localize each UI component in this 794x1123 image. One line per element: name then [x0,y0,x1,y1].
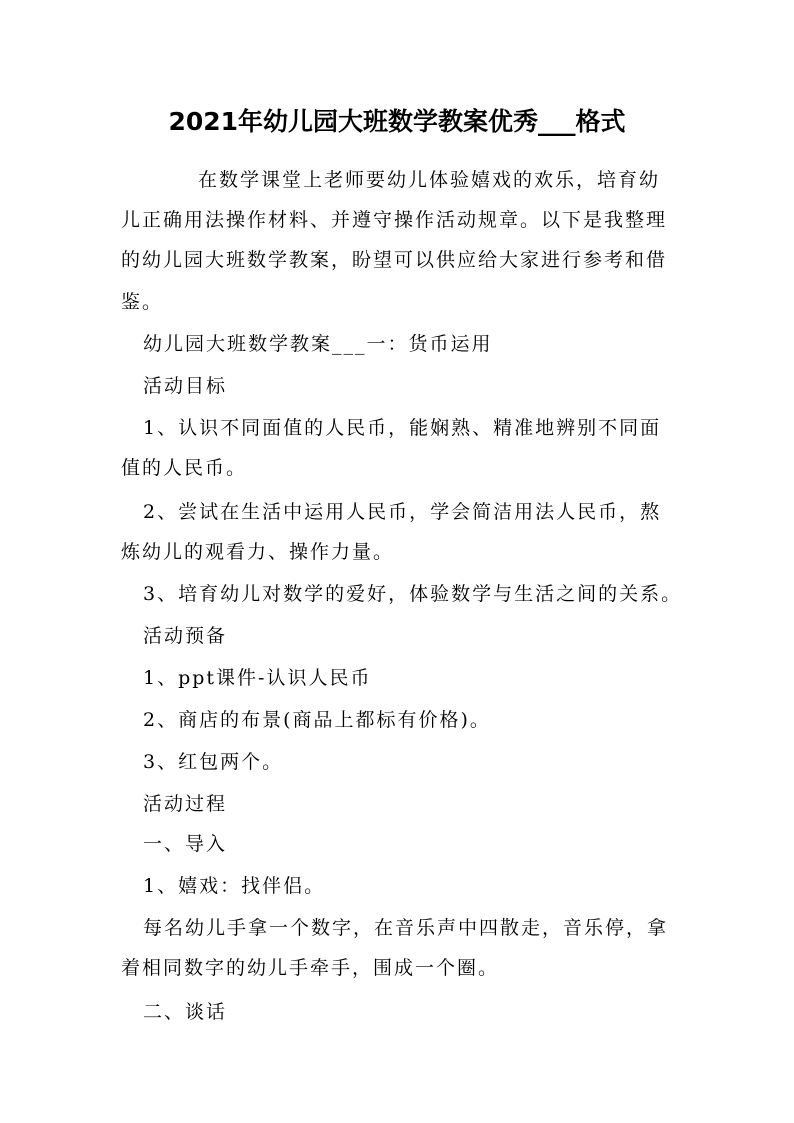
process-paragraph: 着相同数字的幼儿手牵手，围成一个圈。 [121,957,500,979]
process-step: 1、嬉戏：找伴侣。 [143,875,326,897]
process-heading: 活动过程 [143,793,228,815]
intro-line: 鉴。 [121,291,164,313]
goal-item: 3、培育幼儿对数学的爱好，体验数学与生活之间的关系。 [143,583,683,605]
goal-item: 炼幼儿的观看力、操作力量。 [121,541,395,563]
prep-item: 2、商店的布景(商品上都标有价格)。 [143,709,491,731]
goal-item: 1、认识不同面值的人民币，能娴熟、精准地辨别不同面 [143,417,662,439]
goals-heading: 活动目标 [143,375,228,397]
goal-item: 2、尝试在生活中运用人民币，学会简洁用法人民币，熬 [143,501,662,523]
prep-item: 1、ppt课件-认识人民币 [143,667,372,689]
goal-item: 值的人民币。 [121,457,248,479]
intro-line: 儿正确用法操作材料、并遵守操作活动规章。以下是我整理 [121,209,668,231]
process-step: 二、谈话 [143,1001,228,1023]
intro-line: 在数学课堂上老师要幼儿体验嬉戏的欢乐，培育幼 [198,169,661,191]
prep-heading: 活动预备 [143,625,228,647]
process-paragraph: 每名幼儿手拿一个数字，在音乐声中四散走，音乐停，拿 [143,917,669,939]
section-title: 幼儿园大班数学教案___一：货币运用 [143,333,493,355]
prep-item: 3、红包两个。 [143,751,284,773]
process-step: 一、导入 [143,833,228,855]
document-title: 2021年幼儿园大班数学教案优秀___格式 [168,107,626,136]
intro-line: 的幼儿园大班数学教案，盼望可以供应给大家进行参考和借 [121,249,668,271]
